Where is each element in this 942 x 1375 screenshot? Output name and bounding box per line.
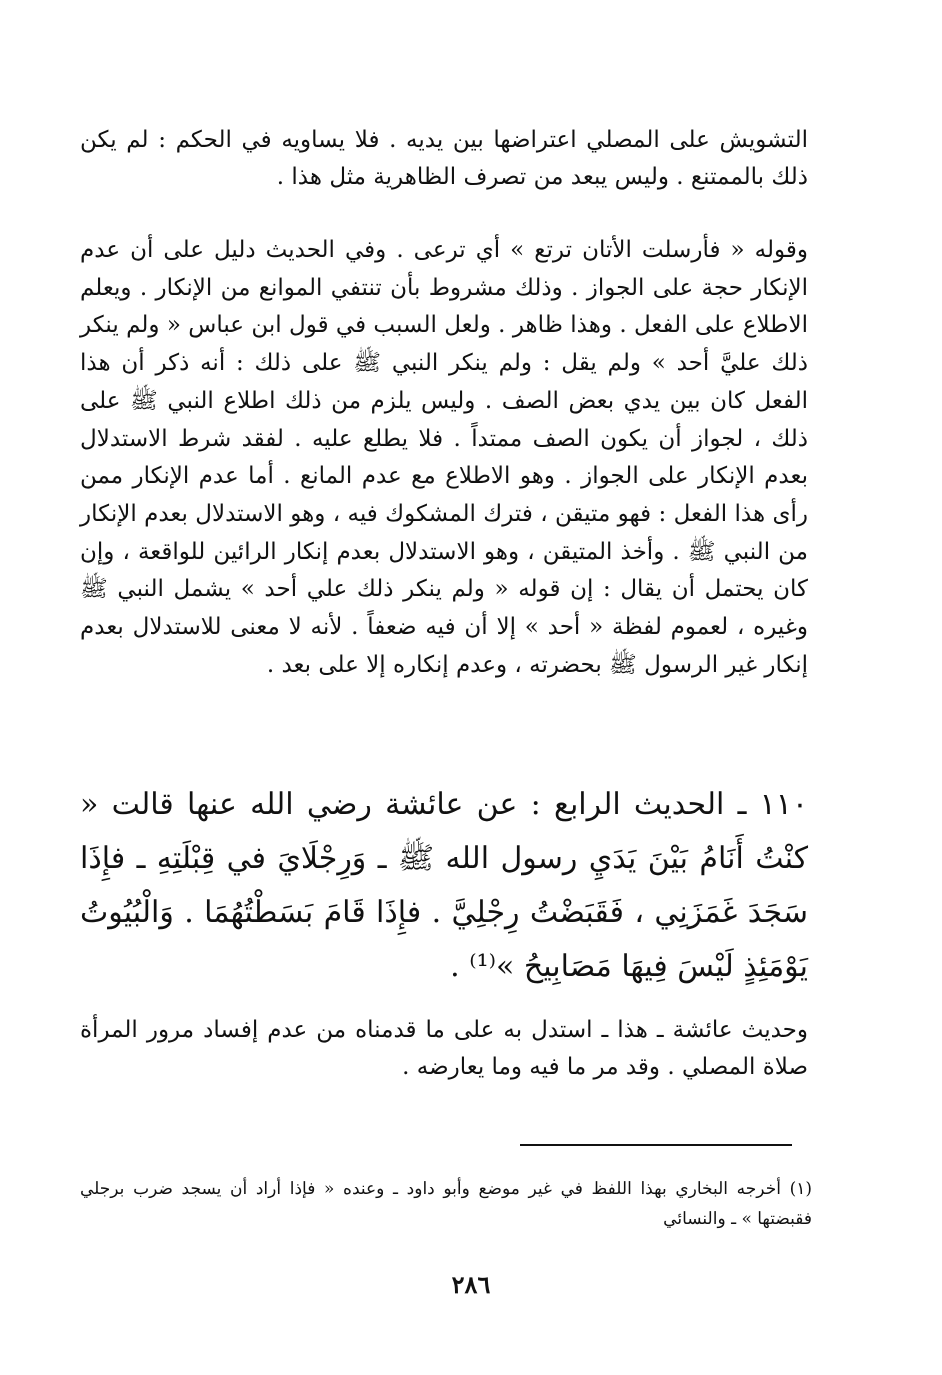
page-number: ٢٨٦ bbox=[451, 1270, 491, 1299]
hadith-text: ١١٠ ـ الحديث الرابع : عن عائشة رضي الله عنها قالت « كنْتُ أَنَامُ بَيْنَ يَدَيِ رسول الله ﷺ ـ وَرِجْلَايَ في قِبْلَتِهِ ـ فإِذَا سَجَدَ غَمَزَنِي ، فَقَبَضْتُ رِجْلِيَّ . فإِذَا قَامَ بَسَطْتُهُمَا . وَالْبُيُوتُ يَوْمَئِذٍ لَيْسَ فِيهَا مَصَابِيحُ »⁽¹⁾ . bbox=[80, 787, 808, 984]
paragraph-explanation: وحديث عائشة ـ هذا ـ استدل به على ما قدمناه من عدم إفساد مرور المرأة صلاة المصلي . وقد مر ما فيه وما يعارضه . bbox=[80, 1017, 808, 1080]
paragraph-continuation: التشويش على المصلي اعتراضها بين يديه . فلا يساويه في الحكم : لم يكن ذلك بالممتنع . وليس يبعد من تصرف الظاهرية مثل هذا . bbox=[80, 127, 808, 190]
footnote-separator bbox=[520, 1144, 792, 1146]
footnote: (١) أخرجه البخاري بهذا اللفظ في غير موضع وأبو داود ـ وعنده « فإذا أراد أن يسجد ضرب برجلي فقبضتها » ـ والنسائي bbox=[80, 1179, 812, 1229]
paragraph-commentary: وقوله « فأرسلت الأتان ترتع » أي ترعى . وفي الحديث دليل على أن عدم الإنكار حجة على الجواز . وذلك مشروط بأن تنتفي الموانع من الإنكار . ويعلم الاطلاع على الفعل . وهذا ظاهر . ولعل السبب في قول ابن عباس « ولم ينكر ذلك عليَّ أحد » ولم يقل : ولم ينكر النبي ﷺ على ذلك : أنه ذكر أن هذا الفعل كان بين يدي بعض الصف . وليس يلزم من ذلك اطلاع النبي ﷺ على ذلك ، لجواز أن يكون الصف ممتداً . فلا يطلع عليه . لفقد شرط الاستدلال بعدم الإنكار على الجواز . وهو الاطلاع مع عدم المانع . أما عدم الإنكار ممن رأى هذا الفعل : فهو متيقن ، فترك المشكوك فيه ، وهو الاستدلال بعدم الإنكار من النبي ﷺ . وأخذ المتيقن ، وهو الاستدلال بعدم إنكار الرائين للواقعة ، وإن كان يحتمل أن يقال : إن قوله « ولم ينكر ذلك علي أحد » يشمل النبي ﷺ وغيره ، لعموم لفظة « أحد » إلا أن فيه ضعفاً . لأنه لا معنى للاستدلال بعدم إنكار غير الرسول ﷺ بحضرته ، وعدم إنكاره إلا على بعد . bbox=[80, 237, 808, 678]
